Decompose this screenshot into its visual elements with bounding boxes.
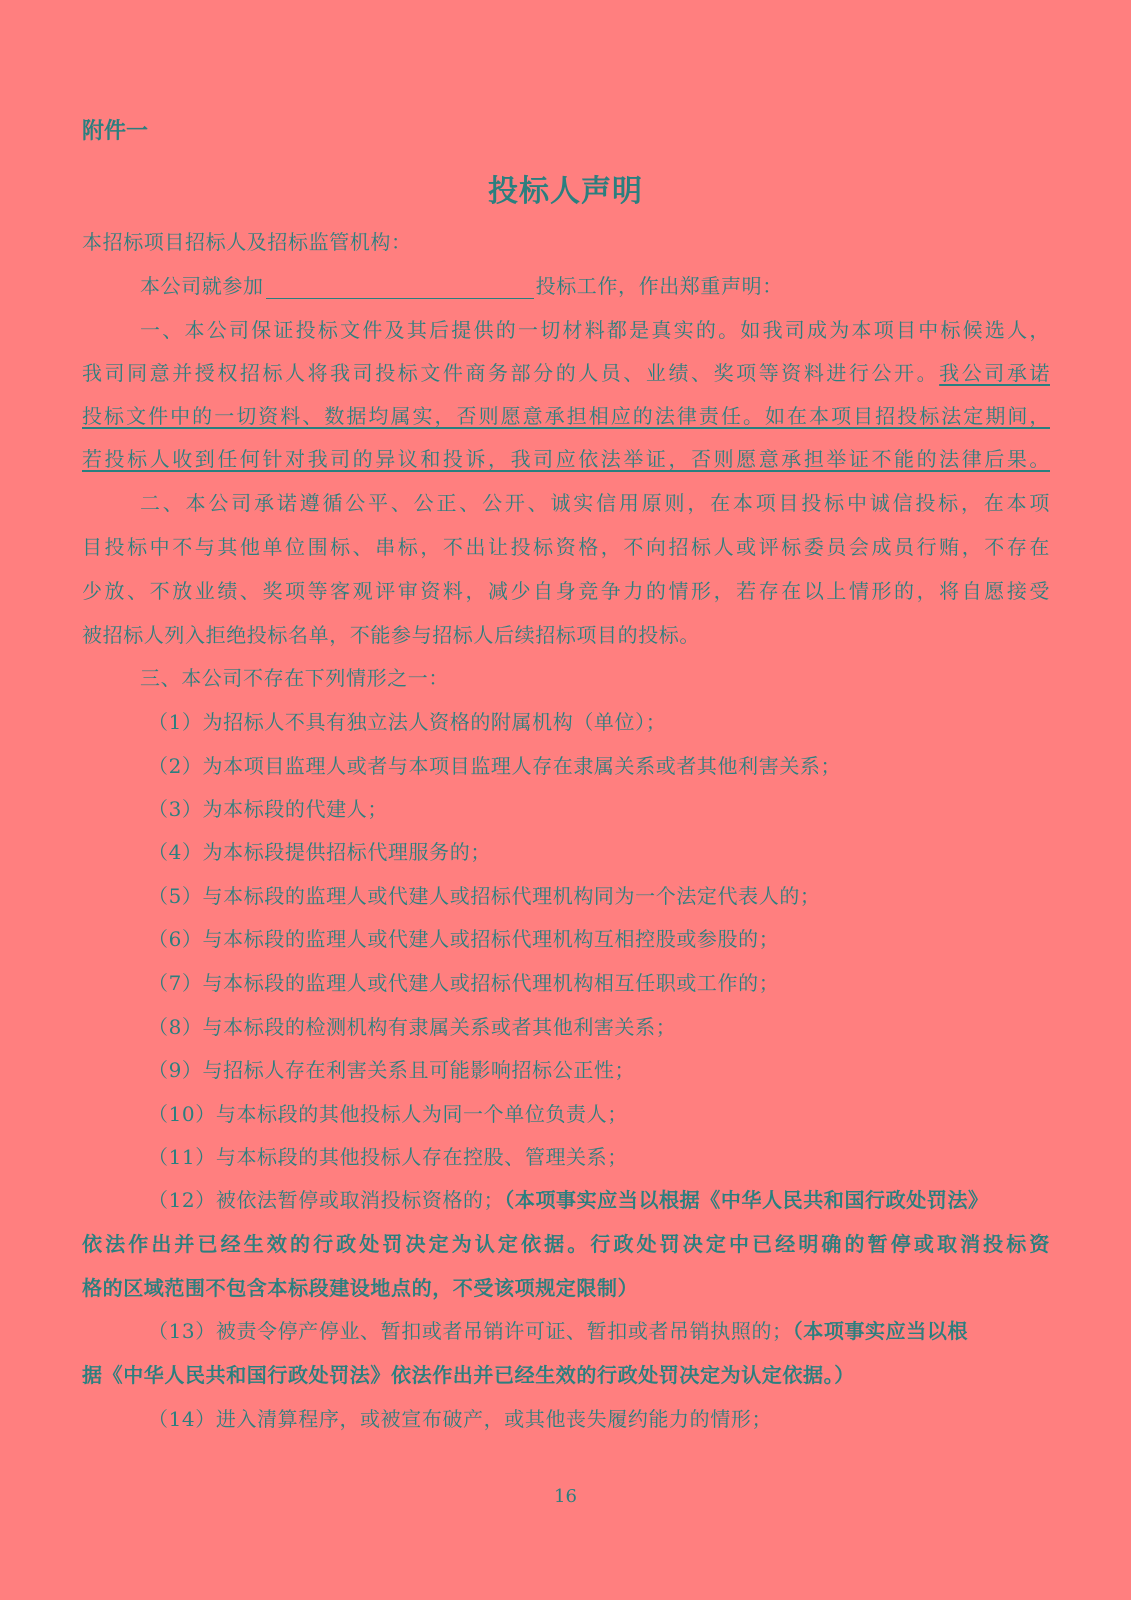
attachment-label: 附件一	[82, 118, 149, 144]
list-item: （9）与招标人存在利害关系且可能影响招标公正性；	[148, 1058, 636, 1082]
item12-line2: 依法作出并已经生效的行政处罚决定为认定依据。行政处罚决定中已经明确的暂停或取消投标资	[82, 1232, 1050, 1256]
item12-plain: （12）被依法暂停或取消投标资格的；	[148, 1188, 505, 1212]
para2-line3: 少放、不放业绩、奖项等客观评审资料，减少自身竞争力的情形，若存在以上情形的，将自愿接受	[82, 579, 1050, 603]
intro-line	[140, 270, 783, 299]
list-item: （3）为本标段的代建人；	[148, 797, 388, 821]
para2-line2: 目投标中不与其他单位围标、串标，不出让投标资格，不向招标人或评标委员会成员行贿，不存在	[82, 535, 1050, 559]
item13-line2: 据《中华人民共和国行政处罚法》依法作出并已经生效的行政处罚决定为认定依据。）	[82, 1363, 855, 1387]
page-number: 16	[554, 1486, 577, 1507]
para2-line4: 被招标人列入拒绝投标名单，不能参与招标人后续招标项目的投标。	[82, 623, 700, 647]
item12-line3: 格的区域范围不包含本标段建设地点的，不受该项规定限制）	[82, 1276, 639, 1300]
item13-line1	[148, 1315, 968, 1344]
list-item: （14）进入清算程序，或被宣布破产，或其他丧失履约能力的情形；	[148, 1407, 773, 1431]
para2-line1: 二、本公司承诺遵循公平、公正、公开、诚实信用原则，在本项目投标中诚信投标，在本项	[140, 491, 1050, 515]
para1-line1: 一、本公司保证投标文件及其后提供的一切材料都是真实的。如我司成为本项目中标候选人，	[140, 318, 1050, 342]
list-item: （4）为本标段提供招标代理服务的；	[148, 840, 491, 864]
list-item: （5）与本标段的监理人或代建人或招标代理机构同为一个法定代表人的；	[148, 884, 821, 908]
para1-line2	[82, 357, 1050, 386]
salutation: 本招标项目招标人及招标监管机构：	[82, 230, 412, 254]
item13-plain: （13）被责令停产停业、暂扣或者吊销许可证、暂扣或者吊销执照的；	[148, 1319, 793, 1343]
list-item: （8）与本标段的检测机构有隶属关系或者其他利害关系；	[148, 1015, 677, 1039]
list-item: （7）与本标段的监理人或代建人或招标代理机构相互任职或工作的；	[148, 971, 780, 995]
list-item: （6）与本标段的监理人或代建人或招标代理机构互相控股或参股的；	[148, 927, 780, 951]
item13-bold1: （本项事实应当以根	[792, 1319, 969, 1343]
project-name-blank	[266, 278, 534, 299]
para1-line4: 若投标人收到任何针对我司的异议和投诉，我司应依法举证，否则愿意承担举证不能的法律后果。	[82, 447, 1050, 471]
page-title: 投标人声明	[488, 174, 643, 209]
intro-before: 本公司就参加	[140, 274, 264, 298]
list-item: （10）与本标段的其他投标人为同一个单位负责人；	[148, 1102, 628, 1126]
para1-line3: 投标文件中的一切资料、数据均属实，否则愿意承担相应的法律责任。如在本项目招投标法定期间，	[82, 404, 1050, 428]
para3-heading: 三、本公司不存在下列情形之一：	[140, 666, 449, 690]
item12-line1	[148, 1184, 989, 1213]
para1-line2-plain: 我司同意并授权招标人将我司投标文件商务部分的人员、业绩、奖项等资料进行公开。	[82, 361, 940, 385]
list-item: （11）与本标段的其他投标人存在控股、管理关系；	[148, 1145, 628, 1169]
list-item: （2）为本项目监理人或者与本项目监理人存在隶属关系或者其他利害关系；	[148, 754, 842, 778]
para1-line2-underlined: 我公司承诺	[939, 361, 1050, 385]
intro-after: 投标工作，作出郑重声明：	[535, 274, 783, 298]
list-item: （1）为招标人不具有独立法人资格的附属机构（单位）；	[148, 710, 667, 734]
item12-bold1: （本项事实应当以根据《中华人民共和国行政处罚法》	[504, 1188, 989, 1212]
